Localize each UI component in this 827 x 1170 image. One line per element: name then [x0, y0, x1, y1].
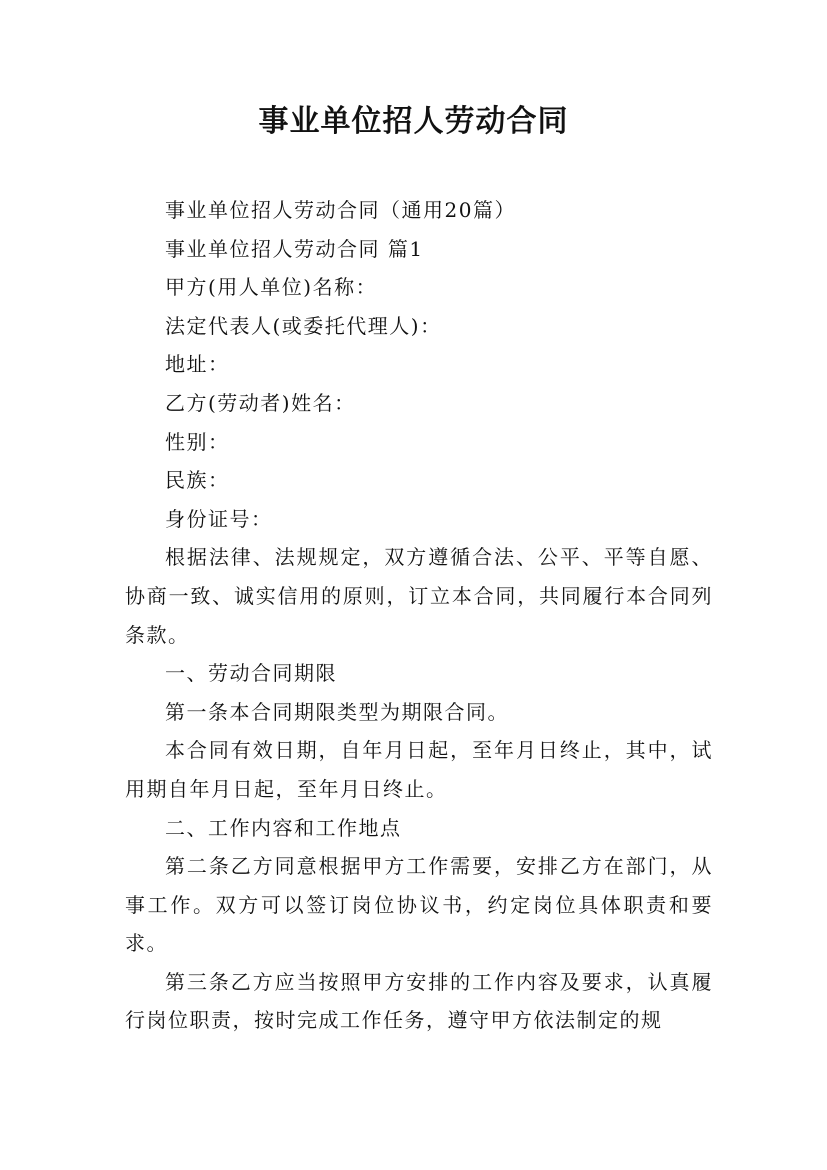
- paragraph-heading-term: 一、劳动合同期限: [165, 661, 337, 686]
- paragraph-address: 地址：: [165, 352, 230, 377]
- document-body: [125, 191, 713, 1040]
- paragraph-legal-representative: 法定代表人(或委托代理人)：: [165, 313, 442, 338]
- paragraph-article-2: 第二条乙方同意根据甲方工作需要，安排乙方在部门，从事工作。双方可以签订岗位协议书，约定岗位具体职责和要求。: [125, 854, 713, 956]
- paragraph-heading-work: 二、工作内容和工作地点: [165, 815, 402, 840]
- paragraph-section-heading: 事业单位招人劳动合同 篇1: [165, 236, 424, 261]
- paragraph-article-1: 第一条本合同期限类型为期限合同。: [165, 699, 509, 724]
- paragraph-subtitle: 事业单位招人劳动合同（通用20篇）: [165, 198, 516, 222]
- paragraph-effective-dates: 本合同有效日期，自年月日起，至年月日终止，其中，试用期自年月日起，至年月日终止。: [125, 738, 713, 801]
- paragraph-party-b-name: 乙方(劳动者)姓名：: [165, 390, 356, 415]
- paragraph-party-a-name: 甲方(用人单位)名称：: [165, 275, 378, 300]
- paragraph-ethnicity: 民族：: [165, 468, 230, 493]
- paragraph-gender: 性别：: [165, 429, 230, 454]
- paragraph-article-3: 第三条乙方应当按照甲方安排的工作内容及要求，认真履行岗位职责，按时完成工作任务，遵守甲方依法制定的规: [125, 969, 713, 1033]
- paragraph-preamble: 根据法律、法规规定，双方遵循合法、公平、平等自愿、协商一致、诚实信用的原则，订立本合同，共同履行本合同列条款。: [125, 545, 713, 647]
- paragraph-id-number: 身份证号：: [165, 506, 273, 531]
- document-title: 事业单位招人劳动合同: [258, 104, 569, 139]
